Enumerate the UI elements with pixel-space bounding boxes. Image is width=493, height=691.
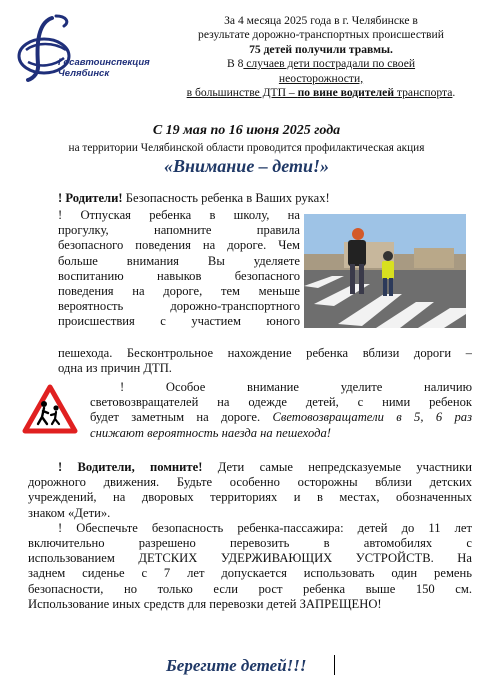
paragraph-line: использованием ДЕТСКИХ УДЕРЖИВАЮЩИХ УСТРОЙСТВ. На	[28, 551, 472, 566]
paragraph-line: дорожного движения. Будьте особенно осторожны вблизи детских	[28, 475, 472, 490]
parents-lead-text: Безопасность ребенка в Ваших руках!	[122, 191, 330, 205]
paragraph-line: ! Обеспечьте безопасность ребенка-пассажира: детей до 11 лет	[58, 520, 472, 535]
paragraph-line: безопасности, но только если рост ребенка выше 150 см.	[28, 581, 472, 596]
paragraph-line: вероятность дорожно-транспортного	[58, 299, 300, 314]
reflectors-paragraph	[90, 380, 472, 441]
header-line: За 4 месяца 2025 года в г. Челябинске в	[224, 14, 418, 27]
reflectors-text: будет заметным на дороге.	[90, 410, 273, 425]
header-injuries: 75 детей получили травмы.	[249, 42, 393, 56]
paragraph-line: учреждений, на дворовых территориях и в местах, обозначенных	[28, 490, 472, 505]
paragraph-line: знаком «Дети».	[28, 505, 111, 520]
reflectors-emphasis: Световозвращатели в 5, 6 раз	[272, 410, 472, 425]
header-line	[176, 57, 466, 71]
header-underlined: неосторожности,	[278, 71, 364, 85]
header-underlined: в большинстве ДТП –	[186, 86, 298, 100]
statistics-header	[176, 14, 466, 100]
drivers-lead: ! Водители, помните!	[58, 460, 203, 474]
closing-slogan: Берегите детей!!!	[166, 656, 307, 675]
campaign-title: «Внимание – дети!»	[163, 156, 330, 176]
paragraph-line: одна из причин ДТП.	[58, 361, 172, 376]
paragraph-line: заднем сиденье с 7 лет допускается использовать один ремень	[28, 566, 472, 581]
logo-title: Госавтоинспекция	[58, 57, 150, 68]
logo-city: Челябинск	[58, 68, 110, 79]
paragraph-line	[90, 426, 472, 441]
children-warning-sign-icon	[22, 384, 78, 434]
header-underlined: транспорта	[394, 86, 453, 100]
header-period: .	[452, 86, 456, 100]
parents-heading	[58, 191, 468, 206]
parents-lead: ! Родители!	[58, 191, 123, 205]
parents-paragraph	[58, 208, 300, 330]
header-line: результате дорожно-транспортных происшествий	[198, 28, 444, 42]
drivers-lead-text: Дети самые непредсказуемые участники	[202, 460, 472, 474]
drivers-paragraph	[28, 460, 472, 612]
paragraph-line: ! Особое внимание уделите наличию	[120, 380, 472, 394]
paragraph-line: больше внимания Вы уделяете	[58, 253, 300, 268]
paragraph-line: световозвращателей на одежде детей, с ними ребенок	[90, 395, 472, 410]
reflectors-emphasis: снижают вероятность наезда на пешехода!	[90, 425, 331, 440]
paragraph-line: пешехода. Бесконтрольное нахождение ребенка вблизи дороги –	[58, 346, 472, 360]
header-drivers-fault: по вине водителей	[297, 86, 395, 100]
paragraph-line	[90, 410, 472, 425]
header-underlined: случаев дети пострадали по своей	[243, 57, 416, 71]
campaign-date: С 19 мая по 16 июня 2025 года	[152, 123, 341, 138]
logo	[14, 8, 164, 86]
paragraph-line: воспитанию навыков безопасного	[58, 268, 300, 283]
drivers-heading	[58, 460, 472, 475]
paragraph-line: включительно разрешено перевозить в автомобилях с	[28, 536, 472, 551]
paragraph-line: ! Отпуская ребенка в школу, на	[58, 208, 300, 222]
paragraph-line: безопасного поведения на дороге. Чем	[58, 238, 300, 253]
paragraph-line: происшествия с участием юного	[58, 314, 300, 329]
paragraph-line: поведения на дороге, тем меньше	[58, 284, 300, 299]
crosswalk-photo	[304, 214, 466, 328]
header-line	[176, 86, 466, 100]
header-count: В 8	[226, 57, 244, 71]
campaign-description: на территории Челябинской области проводится профилактическая акция	[68, 142, 425, 154]
parents-paragraph-end	[58, 346, 472, 376]
text-cursor	[334, 655, 335, 675]
paragraph-line: Использование иных средств для перевозки детей ЗАПРЕЩЕНО!	[28, 596, 382, 611]
paragraph-line: прогулку, напомните правила	[58, 223, 300, 238]
